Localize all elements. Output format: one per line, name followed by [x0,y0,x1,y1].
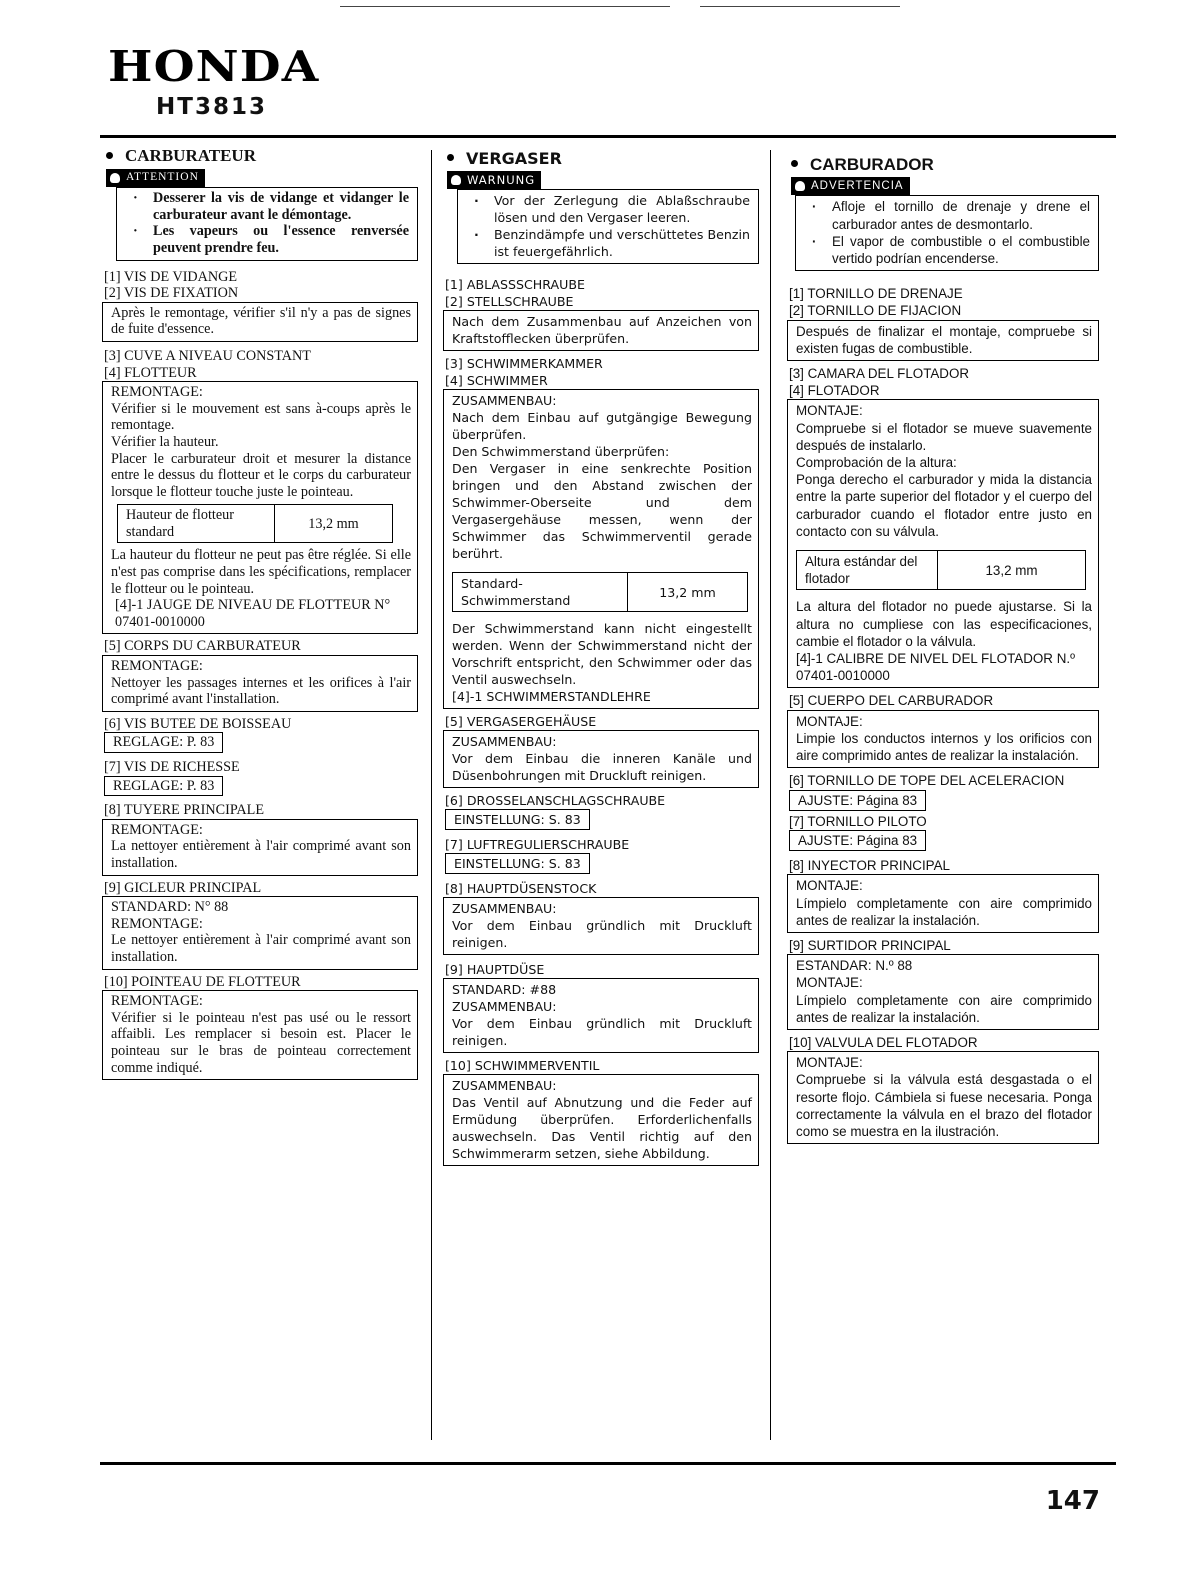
reassembly-box [443,897,759,955]
reassembly-heading: MONTAJE: [796,975,863,991]
item-label: [10] SCHWIMMERVENTIL [445,1058,600,1073]
adjustment-ref: AJUSTE: Página 83 [789,830,926,851]
section-title: CARBURATEUR [106,148,418,165]
paragraph: La hauteur du flotteur ne peut pas être réglée. Si elle n'est pas comprise dans les spécifications, remplacer le flotteur ou le pointeau. [111,547,411,597]
bullet-icon [791,160,798,167]
spec-table [452,572,748,612]
item-label: [10] POINTEAU DE FLOTTEUR [104,973,301,990]
item-label: [9] GICLEUR PRINCIPAL [104,879,262,896]
warning-box [457,189,759,264]
reassembly-heading: REMONTAGE: [111,915,203,932]
standard-value: STANDARD: #88 [452,982,557,997]
adjustment-ref: EINSTELLUNG: S. 83 [445,853,590,874]
reassembly-box [443,730,759,788]
reassembly-box [443,1074,759,1166]
honda-logo: HONDA [108,42,320,91]
reassembly-heading: MONTAJE: [796,878,863,894]
paragraph: Compruebe si el flotador se mueve suavemente después de instalarlo. [796,420,1092,453]
item-label: [6] TORNILLO DE TOPE DEL ACELERACION [789,773,1065,789]
spec-value: 13,2 mm [938,551,1086,590]
paragraph: Vérifier si le pointeau n'est pas usé ou le ressort affaibli. Les remplacer si besoin est. Placer le pointeau sur le bras de pointeau correctement comme indiqué. [111,1009,411,1076]
spec-value: 13,2 mm [275,505,393,543]
spec-label: Standard-Schwimmerstand [453,573,628,612]
item-label: [10] VALVULA DEL FLOTADOR [789,1034,978,1050]
bullet-icon [447,154,454,161]
paragraph: Den Vergaser in eine senkrechte Position bringen und den Abstand zwischen der Schwimmer-Oberseite und dem Vergasergehäuse messen, wenn der Schwimmer das Schwimmerventil gerade berührt. [452,461,752,561]
reassembly-box [102,896,418,969]
paragraph: Límpielo completamente con aire comprimido antes de realizar la instalación. [796,895,1092,928]
paragraph: Den Schwimmerstand überprüfen: [452,444,670,459]
item-label: [3] CUVE A NIVEAU CONSTANT [104,347,311,364]
paragraph: Le nettoyer entièrement à l'air comprimé avant son installation. [111,932,411,965]
note-box: Después de finalizar el montaje, compruebe si existen fugas de combustible. [787,320,1099,361]
paragraph: Vérifier la hauteur. [111,433,219,450]
item-label: [9] SURTIDOR PRINCIPAL [789,937,951,953]
item-label: [3] CAMARA DEL FLOTADOR [789,366,970,382]
section-title: VERGASER [447,150,759,167]
column-spanish [787,156,1099,1148]
item-label: [6] VIS BUTEE DE BOISSEAU [104,715,292,732]
item-label: [1] TORNILLO DE DRENAJE [789,286,963,302]
standard-value: ESTANDAR: N.º 88 [796,958,913,974]
reassembly-box [787,399,1099,688]
column-french [102,148,418,1084]
spec-label: Altura estándar del flotador [797,551,938,590]
reassembly-heading: ZUSAMMENBAU: [452,999,557,1014]
paragraph: Límpielo completamente con aire comprimido antes de realizar la instalación. [796,992,1092,1025]
paragraph: Placer le carburateur droit et mesurer la distance entre le dessus du flotteur et le corps du carburateur lorsque le flotteur touche juste le pointeau. [111,450,411,500]
warning-badge: WARNUNG [447,171,541,189]
paragraph: Ponga derecho el carburador y mida la distancia entre la parte superior del flotador y el cuerpo del carburador cuando el flotador entre justo en contacto con su válvula. [796,472,1092,539]
paragraph: Vor dem Einbau die inneren Kanäle und Düsenbohrungen mit Druckluft reinigen. [452,751,752,783]
item-label: [7] LUFTREGULIERSCHRAUBE [445,837,630,852]
warning-badge: ADVERTENCIA [791,177,910,195]
warning-item: · El vapor de combustible o el combustible vertido podrían encenderse. [832,233,1090,267]
reassembly-heading: MONTAJE: [796,403,863,419]
adjustment-ref: REGLAGE: P. 83 [104,732,223,753]
hand-warning-icon [110,173,120,183]
reassembly-box [787,874,1099,933]
adjustment-ref: REGLAGE: P. 83 [104,776,223,797]
item-label: [6] DROSSELANSCHLAGSCHRAUBE [445,793,666,808]
item-label: [8] TUYERE PRINCIPALE [104,802,265,819]
page-number: 147 [1045,1486,1100,1516]
item-label: [9] HAUPTDÜSE [445,962,545,977]
item-label: [7] TORNILLO PILOTO [789,813,927,829]
warning-box [795,195,1099,271]
reassembly-heading: MONTAJE: [796,713,863,729]
note-box: Après le remontage, vérifier s'il n'y a pas de signes de fuite d'essence. [102,302,418,342]
top-rule-left [340,6,670,7]
item-label: [3] SCHWIMMERKAMMER [445,356,603,371]
hand-warning-icon [795,181,805,191]
warning-item: · Les vapeurs ou l'essence renversée peuvent prendre feu. [153,223,409,256]
item-label: [4] FLOTADOR [789,383,880,399]
hand-warning-icon [451,175,461,185]
column-divider-2 [770,150,771,1440]
reassembly-box [787,954,1099,1030]
warning-item: · Vor der Zerlegung die Ablaßschraube lösen und den Vergaser leeren. [494,192,750,226]
item-label: [5] CUERPO DEL CARBURADOR [789,693,994,709]
column-german [443,148,759,1170]
paragraph: Limpie los conductos internos y los orificios con aire comprimido antes de realizar la instalación. [796,730,1092,764]
item-label: [4] SCHWIMMER [445,373,548,388]
reassembly-heading: REMONTAGE: [111,658,203,675]
note-box: Nach dem Zusammenbau auf Anzeichen von Kraftstofflecken überprüfen. [443,310,759,351]
adjustment-ref: EINSTELLUNG: S. 83 [445,809,590,830]
reassembly-heading: REMONTAGE: [111,821,203,838]
spec-table [796,550,1086,590]
spec-value: 13,2 mm [628,573,748,612]
item-label: [5] VERGASERGEHÄUSE [445,714,597,729]
adjustment-ref: AJUSTE: Página 83 [789,790,926,811]
reassembly-box [443,978,759,1053]
bullet-icon [106,152,113,159]
item-label: [2] VIS DE FIXATION [104,285,239,302]
warning-item: · Desserer la vis de vidange et vidanger le carburateur avant le démontage. [153,190,409,223]
footer-rule [100,1462,1116,1465]
paragraph: Das Ventil auf Abnutzung und die Feder auf Ermüdung überprüfen. Erforderlichenfalls auswechseln. Das Ventil richtig auf den Schwimmerarm setzen, siehe Abbildung. [452,1095,752,1161]
tool-label: [4]-1 SCHWIMMERSTANDLEHRE [452,689,651,704]
paragraph: Vor dem Einbau gründlich mit Druckluft reinigen. [452,1016,752,1048]
warning-box [116,187,418,260]
model-number: HT3813 [156,94,267,120]
paragraph: Compruebe si la válvula está desgastada o el resorte flojo. Cámbiela si fuese necesaria. Ponga correctamente la válvula en el brazo del flotador como se muestra en la ilustración. [796,1072,1092,1139]
tool-label: [4]-1 CALIBRE DE NIVEL DEL FLOTADOR N.º 07401-0010000 [796,651,1075,684]
reassembly-box [102,990,418,1080]
reassembly-box [102,655,418,712]
reassembly-box [102,819,418,876]
paragraph: Comprobación de la altura: [796,455,957,471]
section-title: CARBURADOR [791,156,1099,173]
paragraph: La altura del flotador no puede ajustarse. Si la altura no cumpliese con las especificaciones, cambie el flotador o la válvula. [796,599,1092,649]
column-divider-1 [431,150,432,1440]
item-label: [8] HAUPTDÜSENSTOCK [445,881,597,896]
item-label: [2] TORNILLO DE FIJACION [789,303,962,319]
item-label: [8] INYECTOR PRINCIPAL [789,858,950,874]
reassembly-heading: MONTAJE: [796,1055,863,1071]
reassembly-heading: REMONTAGE: [111,384,203,401]
item-label: [5] CORPS DU CARBURATEUR [104,638,301,655]
spec-label: Hauteur de flotteur standard [118,505,275,543]
standard-value: STANDARD: N° 88 [111,899,229,916]
item-label: [1] ABLASSSCHRAUBE [445,277,585,292]
item-label: [4] FLOTTEUR [104,364,197,381]
reassembly-heading: REMONTAGE: [111,993,203,1010]
reassembly-box [102,381,418,634]
header-rule [100,135,1116,138]
warning-item: · Afloje el tornillo de drenaje y drene el carburador antes de desmontarlo. [832,198,1090,232]
top-rule-right [700,6,900,7]
reassembly-box [787,710,1099,769]
paragraph: Nettoyer les passages internes et les orifices à l'air comprimé avant l'installation. [111,674,411,708]
paragraph: Vérifier si le mouvement est sans à-coups après le remontage. [111,400,411,434]
reassembly-heading: ZUSAMMENBAU: [452,734,557,749]
paragraph: Der Schwimmerstand kann nicht eingestellt werden. Wenn der Schwimmerstand nicht der Vorschrift entspricht, den Schwimmer oder das Ventil auswechseln. [452,621,752,687]
reassembly-heading: ZUSAMMENBAU: [452,1078,557,1093]
paragraph: Nach dem Einbau auf gutgängige Bewegung überprüfen. [452,410,752,442]
reassembly-box [443,389,759,709]
item-label: [2] STELLSCHRAUBE [445,294,574,309]
spec-table [117,504,393,543]
item-label: [1] VIS DE VIDANGE [104,268,238,285]
item-label: [7] VIS DE RICHESSE [104,759,240,775]
reassembly-heading: ZUSAMMENBAU: [452,393,557,408]
warning-item: · Benzindämpfe und verschüttetes Benzin ist feuergefährlich. [494,226,750,260]
reassembly-heading: ZUSAMMENBAU: [452,901,557,916]
reassembly-box [787,1051,1099,1144]
tool-label: [4]-1 JAUGE DE NIVEAU DE FLOTTEUR N° 07401-0010000 [115,597,391,630]
paragraph: Vor dem Einbau gründlich mit Druckluft reinigen. [452,918,752,950]
warning-badge: ATTENTION [106,169,205,187]
paragraph: La nettoyer entièrement à l'air comprimé avant son installation. [111,838,411,871]
